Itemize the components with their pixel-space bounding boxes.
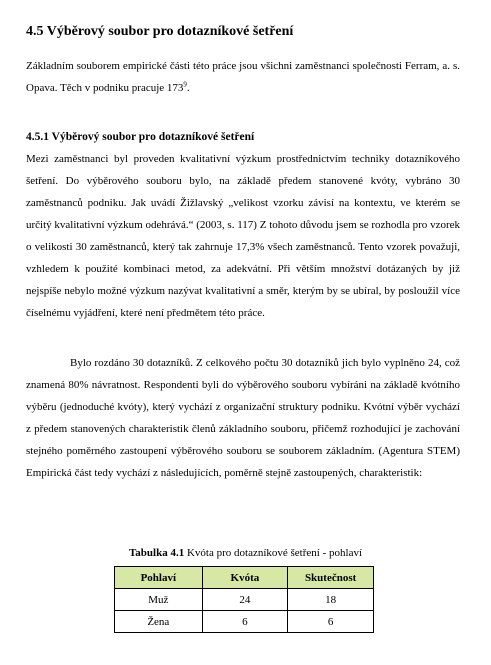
intro-paragraph: [26, 55, 460, 99]
paragraph-sampling: Bylo rozdáno 30 dotazníků. Z celkového počtu 30 dotazníků jich bylo vyplněno 24, což znamená 80% návratnost. Respondenti byli do výběrového souboru vybíráni na základě kvótního výběru (jednoduché kvóty), který vychází z organizační struktury podniku. Kvótní výběr vychází z předem stanovených charakteristik členů základního souboru, přičemž rozhodující je zachování stejného poměrného zastoupení výběrového souboru se souborem základním. (Agentura STEM) Empirická část tedy vychází z následujících, poměrně stejně zastoupených, charakteristik:: [26, 357, 460, 479]
table-row: [115, 589, 374, 611]
header-quota: Kvóta: [202, 567, 288, 589]
cell-quota: 24: [202, 589, 288, 611]
table-caption-text: Kvóta pro dotazníkové šetření - pohlaví: [184, 547, 363, 559]
intro-end: .: [186, 82, 190, 94]
table-caption-label: Tabulka 4.1: [128, 547, 185, 559]
cell-gender: Žena: [115, 611, 203, 633]
header-actual: Skutečnost: [288, 567, 374, 589]
cell-quota: 6: [202, 611, 288, 633]
cell-actual: 6: [288, 611, 374, 633]
header-gender: Pohlaví: [115, 567, 203, 589]
cell-actual: 18: [288, 589, 374, 611]
intro-text: Základním souborem empirické části této práce jsou všichni zaměstnanci společnosti Ferram, a. s. Opava. Těch v podniku pracuje 173: [26, 60, 460, 94]
cell-gender: Muž: [115, 589, 203, 611]
section-heading: 4.5 Výběrový soubor pro dotazníkové šetření: [26, 24, 294, 39]
footnote-marker[interactable]: 9: [183, 80, 187, 89]
table-caption: [0, 547, 491, 559]
quota-table: [114, 566, 374, 633]
subsection-heading: 4.5.1 Výběrový soubor pro dotazníkové šetření: [26, 131, 255, 143]
table-row: [115, 611, 374, 633]
paragraph-methodology: Mezi zaměstnanci byl proveden kvalitativní výzkum prostřednictvím techniky dotazníkového šetření. Do výběrového souboru bylo, na základě předem stanovené kvóty, vybráno 30 zaměstnanců podniku. Jak uvádí Žižlavský „velikost vzorku závisí na kontextu, ve kterém se určitý kvalitativní výzkum odehrává.“ (2003, s. 117) Z tohoto důvodu jsem se rozhodla pro vzorek o velikosti 30 zaměstnanců, který tak zahrnuje 17,3% všech zaměstnanců. Tento vzorek považuji, vzhledem k použité kombinaci metod, za adekvátní. Při větším množství dotázaných by již nejspíše nebylo možné výzkum nazývat kvalitativní a směr, kterým by se ubíral, by posloužil více číselnému vyjádření, které není předmětem této práce.: [26, 153, 460, 319]
table-header-row: [115, 567, 374, 589]
